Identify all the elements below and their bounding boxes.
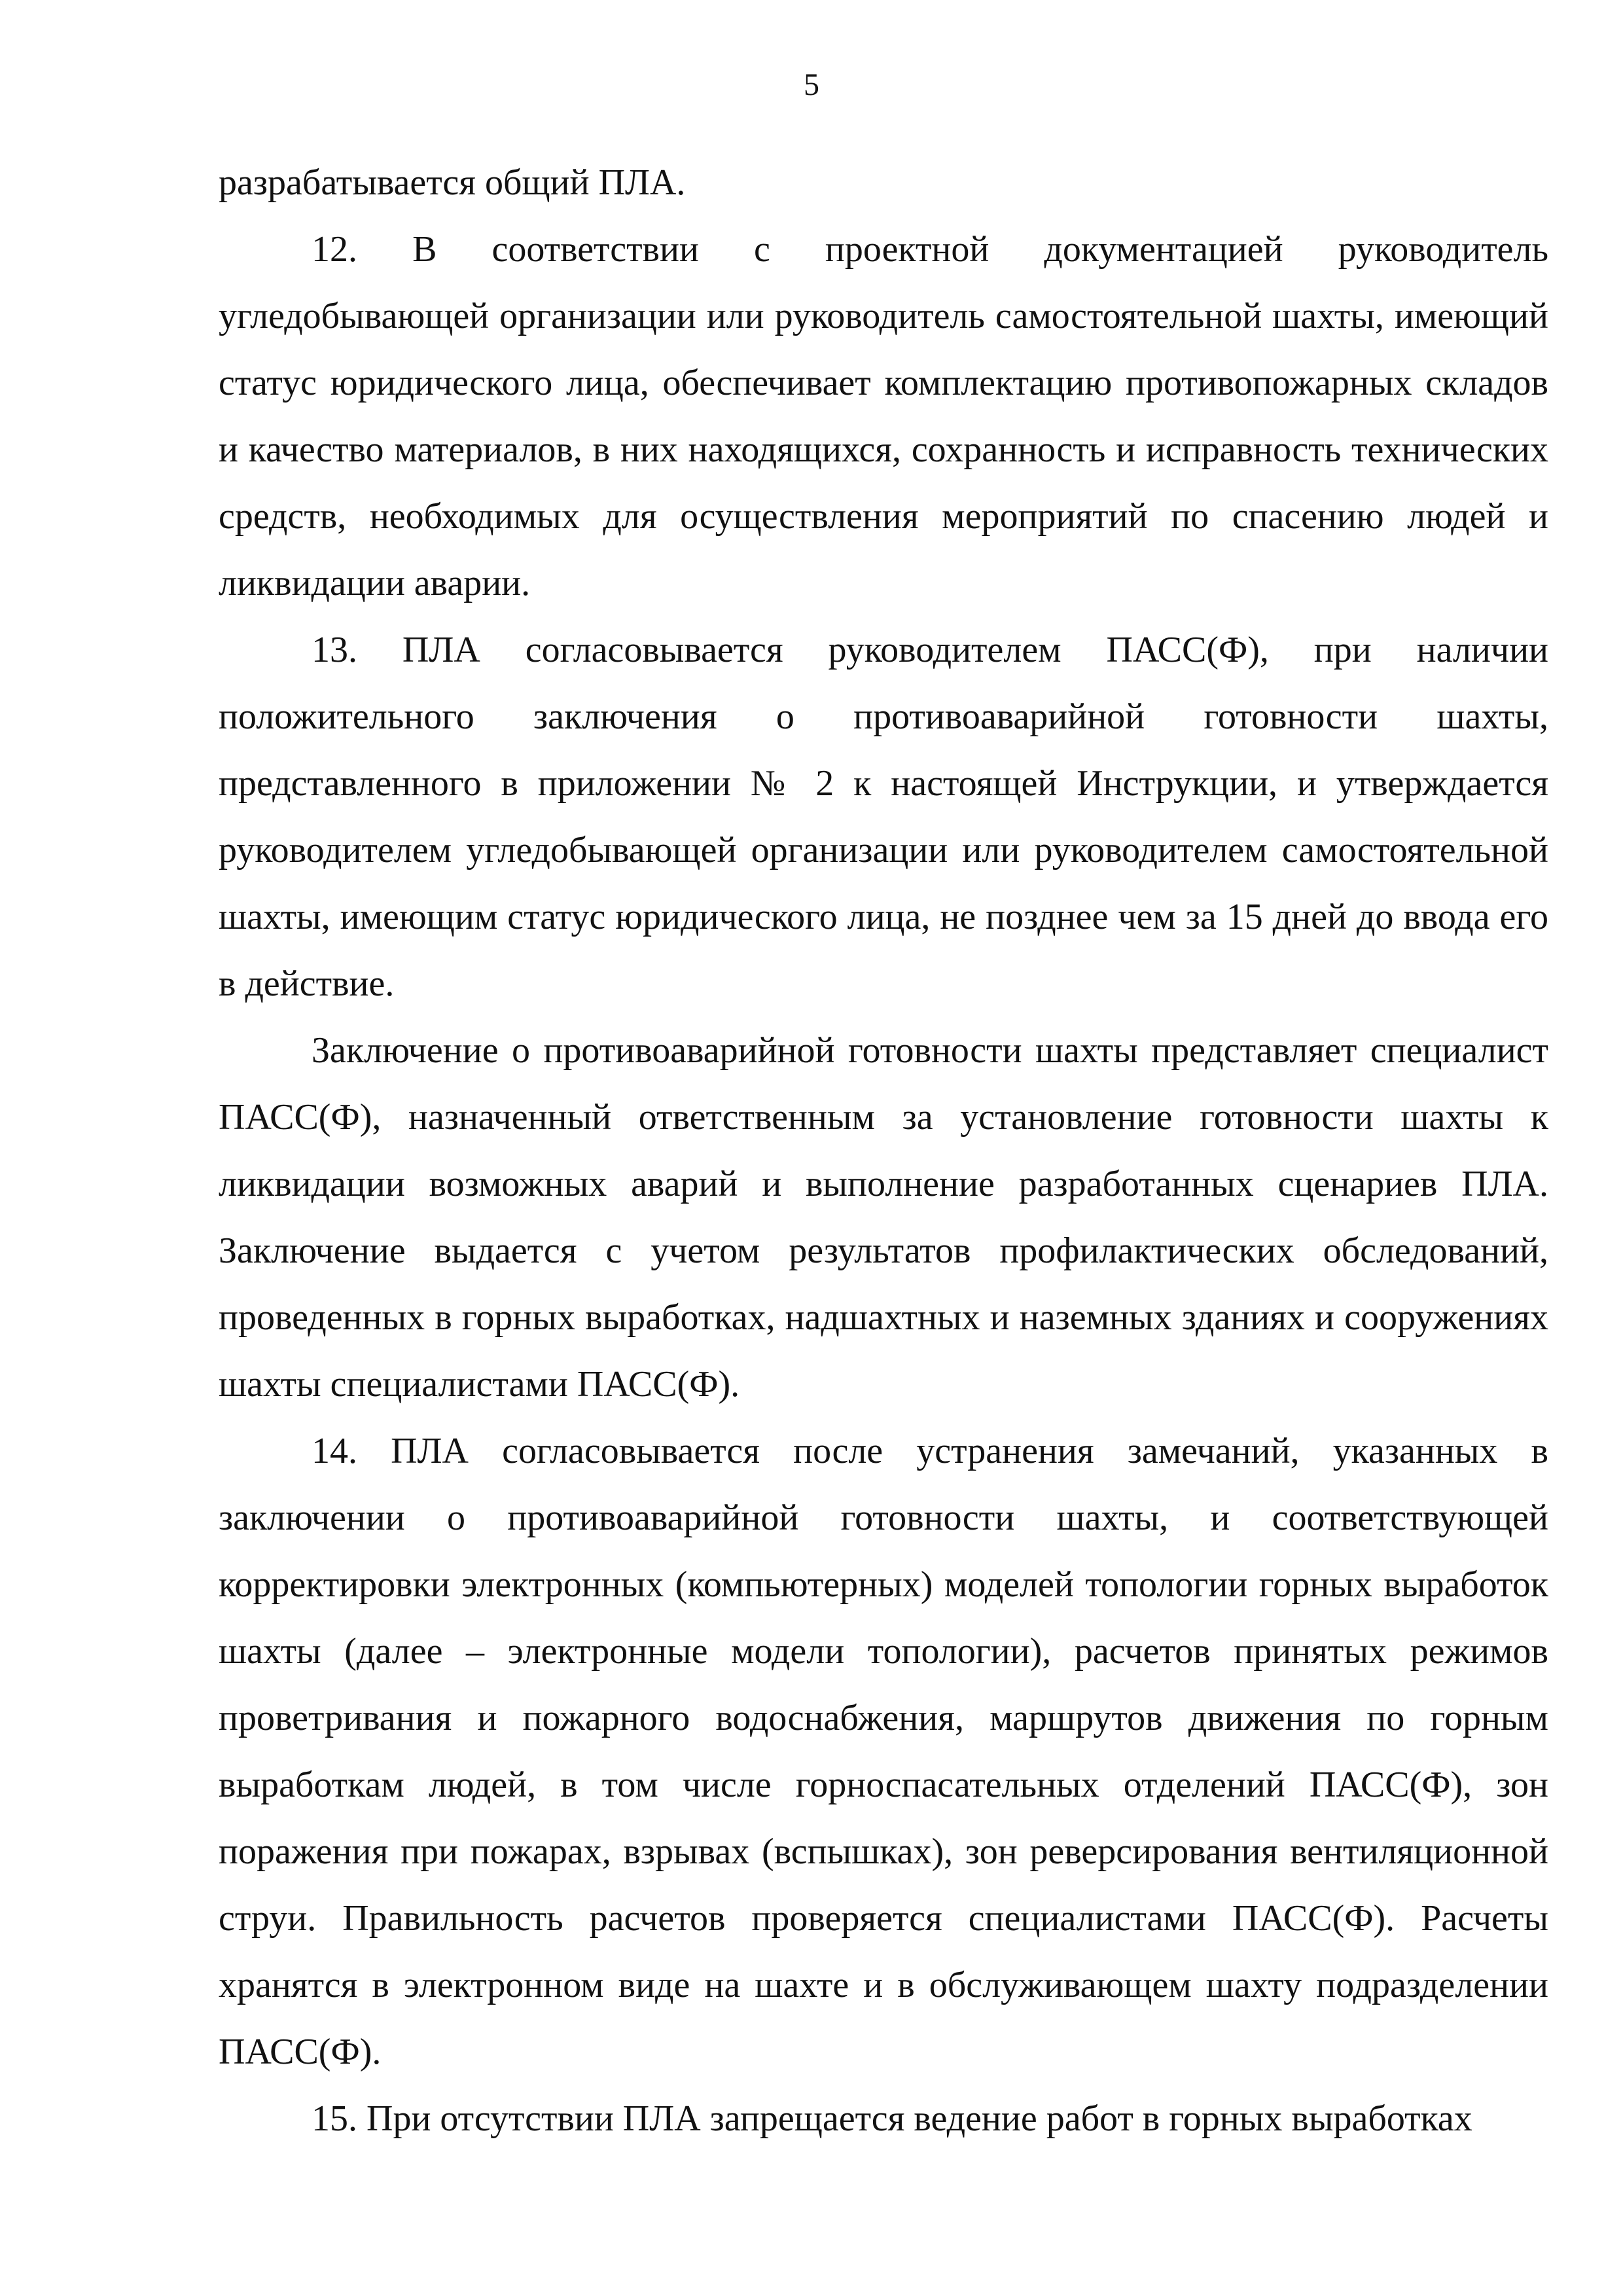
paragraph-item-12: 12. В соответствии с проектной документацией руководитель угледобывающей организации или руководитель самостоятельной шахты, имеющий статус юридического лица, обеспечивает комплектацию противопожарных складов и качество материалов, в них находящихся, сохранность и исправность технических средств, необходимых для осуществления мероприятий по спасению людей и ликвидации аварии. (219, 229, 1548, 603)
paragraph-item-13: 13. ПЛА согласовывается руководителем ПАСС(Ф), при наличии положительного заключения о противоаварийной готовности шахты, представленного в приложении № 2 к настоящей Инструкции, и утверждается руководителем угледобывающей организации или руководителем самостоятельной шахты, имеющим статус юридического лица, не позднее чем за 15 дней до ввода его в действие. (219, 630, 1548, 1004)
paragraph-conclusion: Заключение о противоаварийной готовности шахты представляет специалист ПАСС(Ф), назначенный ответственным за установление готовности шахты к ликвидации возможных аварий и выполнение разработанных сценариев ПЛА. Заключение выдается с учетом результатов профилактических обследований, проведенных в горных выработках, надшахтных и наземных зданиях и сооружениях шахты специалистами ПАСС(Ф). (219, 1030, 1548, 1405)
paragraph-item-15: 15. При отсутствии ПЛА запрещается ведение работ в горных выработках (312, 2098, 1472, 2139)
page-number: 5 (804, 67, 819, 102)
document-body (219, 149, 1548, 2152)
paragraph-continuation: разрабатывается общий ПЛА. (219, 162, 686, 203)
paragraph-item-14: 14. ПЛА согласовывается после устранения замечаний, указанных в заключении о противоаварийной готовности шахты, и соответствующей корректировки электронных (компьютерных) моделей топологии горных выработок шахты (далее – электронные модели топологии), расчетов принятых режимов проветривания и пожарного водоснабжения, маршрутов движения по горным выработкам людей, в том числе горноспасательных отделений ПАСС(Ф), зон поражения при пожарах, взрывах (вспышках), зон реверсирования вентиляционной струи. Правильность расчетов проверяется специалистами ПАСС(Ф). Расчеты хранятся в электронном виде на шахте и в обслуживающем шахту подразделении ПАСС(Ф). (219, 1431, 1548, 2072)
